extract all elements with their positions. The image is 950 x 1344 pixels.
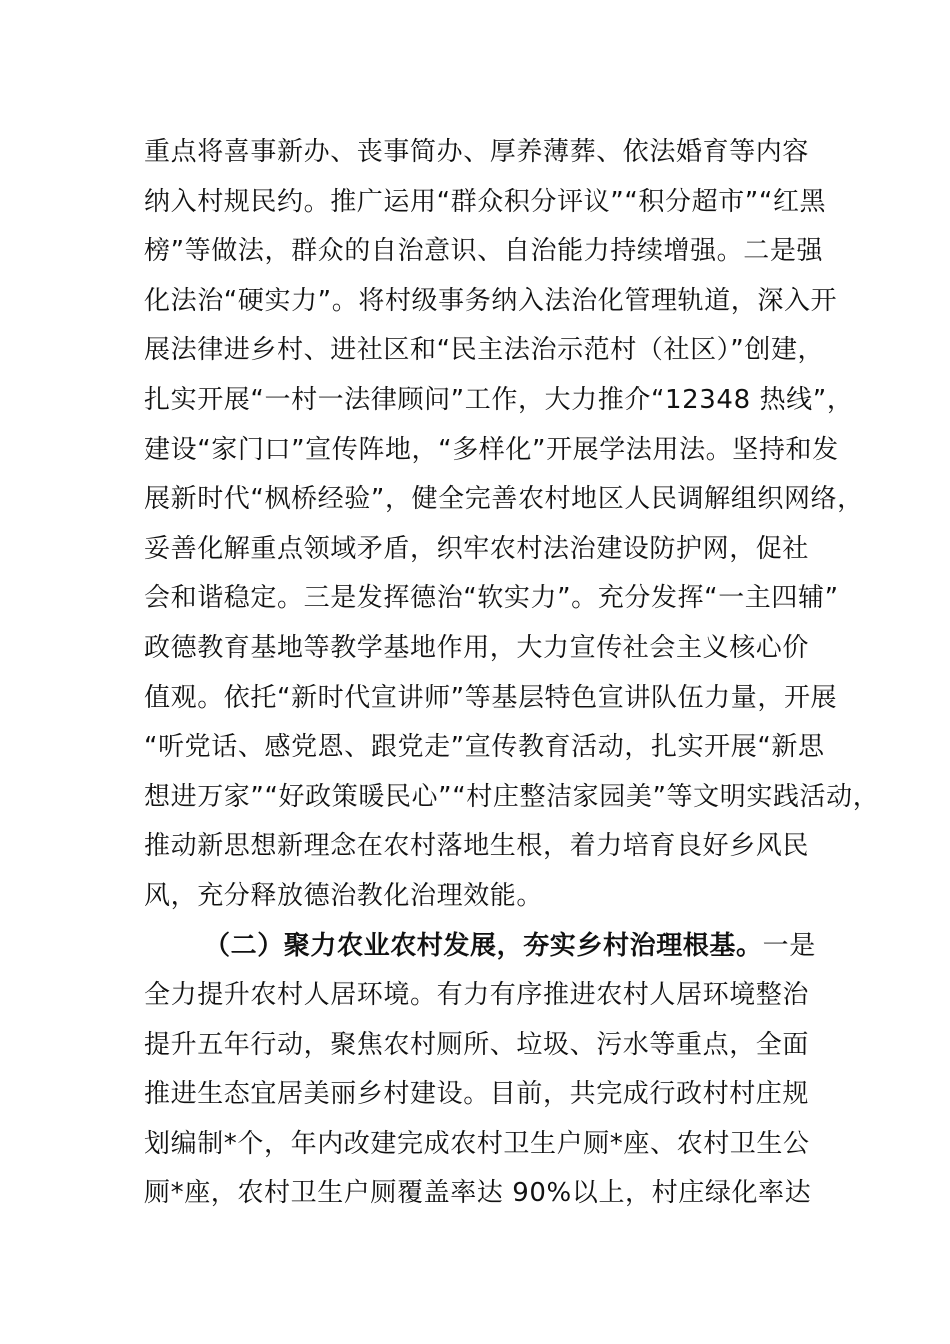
text-line: 推进生态宜居美丽乡村建设。目前，共完成行政村村庄规 [144,1079,810,1110]
text-line: “听党话、感党恩、跟党走”宣传教育活动，扎实开展“新思 [144,732,825,763]
text-line: 划编制*个，年内改建完成农村卫生户厕*座、农村卫生公 [144,1128,810,1159]
text-line: 提升五年行动，聚焦农村厕所、垃圾、污水等重点，全面 [144,1029,810,1060]
text-line: 想进万家”“好政策暖民心”“村庄整洁家园美”等文明实践活动， [144,781,880,812]
text-line: 扎实开展“一村一法律顾问”工作，大力推介“12348 热线”， [144,384,854,415]
section-heading: （二）聚力农业农村发展，夯实乡村治理根基。 [204,930,763,961]
text-line: 建设“家门口”宣传阵地，“多样化”开展学法用法。坚持和发 [144,434,839,465]
text-line: 会和谐稳定。三是发挥德治“软实力”。充分发挥“一主四辅” [144,583,839,614]
section-heading-line [144,922,834,972]
text-line: 化法治“硬实力”。将村级事务纳入法治化管理轨道，深入开 [144,285,838,316]
text-line: 风，充分释放德治教化治理效能。 [144,880,544,911]
text-line: 妥善化解重点领域矛盾，织牢农村法治建设防护网，促社 [144,533,810,564]
text-line: 厕*座，农村卫生户厕覆盖率达 90%以上，村庄绿化率达 [144,1178,812,1209]
text-line: 重点将喜事新办、丧事简办、厚养薄葬、依法婚育等内容 [144,137,810,167]
text-line: 纳入村规民约。推广运用“群众积分评议”“积分超市”“红黑 [144,186,827,217]
text-line: 展新时代“枫桥经验”，健全完善农村地区人民调解组织网络， [144,484,864,515]
text-line: 榜”等做法，群众的自治意识、自治能力持续增强。二是强 [144,236,824,267]
text-line: 展法律进乡村、进社区和“民主法治示范村（社区）”创建， [144,335,825,366]
heading-continuation: 一是 [762,930,816,961]
text-line: 推动新思想新理念在农村落地生根，着力培育良好乡风民 [144,831,810,862]
document-body [144,128,880,1219]
text-line: 政德教育基地等教学基地作用，大力宣传社会主义核心价 [144,632,810,663]
text-line: 值观。依托“新时代宣讲师”等基层特色宣讲队伍力量，开展 [144,682,838,713]
text-line: 全力提升农村人居环境。有力有序推进农村人居环境整治 [144,980,810,1011]
